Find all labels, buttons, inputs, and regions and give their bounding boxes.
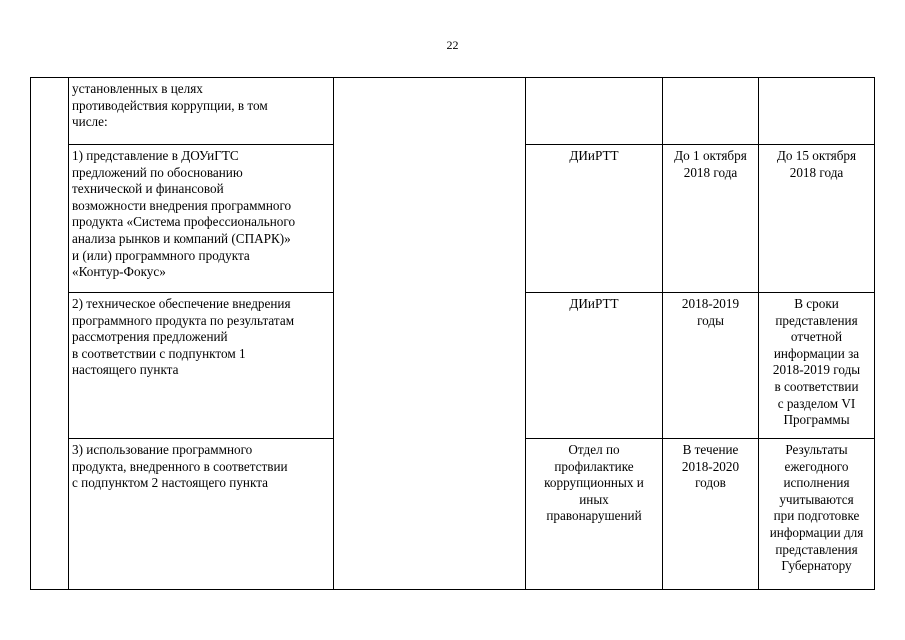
term-cell: 2018-2019 годы: [663, 293, 759, 439]
empty-column-cell: [334, 78, 526, 590]
term-cell: До 1 октября 2018 года: [663, 145, 759, 293]
index-cell: [31, 78, 69, 590]
executor-cell: ДИиРТТ: [526, 293, 663, 439]
executor-cell: [526, 78, 663, 145]
result-cell: [759, 78, 875, 145]
page-number: 22: [446, 38, 459, 52]
term-cell: В течение 2018-2020 годов: [663, 439, 759, 590]
measure-description-cell: 2) техническое обеспечение внедрения программного продукта по результатам рассмотрения предложений в соответствии с подпунктом 1 настоящего пункта: [69, 293, 334, 439]
measure-description-cell: установленных в целях противодействия коррупции, в том числе:: [69, 78, 334, 145]
term-cell: [663, 78, 759, 145]
measure-description-cell: 3) использование программного продукта, внедренного в соответствии с подпунктом 2 настоящего пункта: [69, 439, 334, 590]
result-cell: Результаты ежегодного исполнения учитываются при подготовке информации для представления Губернатору: [759, 439, 875, 590]
measures-table: [30, 77, 875, 590]
result-cell: В сроки представления отчетной информации за 2018-2019 годы в соответствии с разделом VI Программы: [759, 293, 875, 439]
result-cell: До 15 октября 2018 года: [759, 145, 875, 293]
executor-cell: Отдел по профилактике коррупционных и иных правонарушений: [526, 439, 663, 590]
table-row: [31, 78, 875, 145]
measure-description-cell: 1) представление в ДОУиГТС предложений по обоснованию технической и финансовой возможности внедрения программного продукта «Система профессионального анализа рынков и компаний (СПАРК)» и (или) программного продукта «Контур-Фокус»: [69, 145, 334, 293]
executor-cell: ДИиРТТ: [526, 145, 663, 293]
